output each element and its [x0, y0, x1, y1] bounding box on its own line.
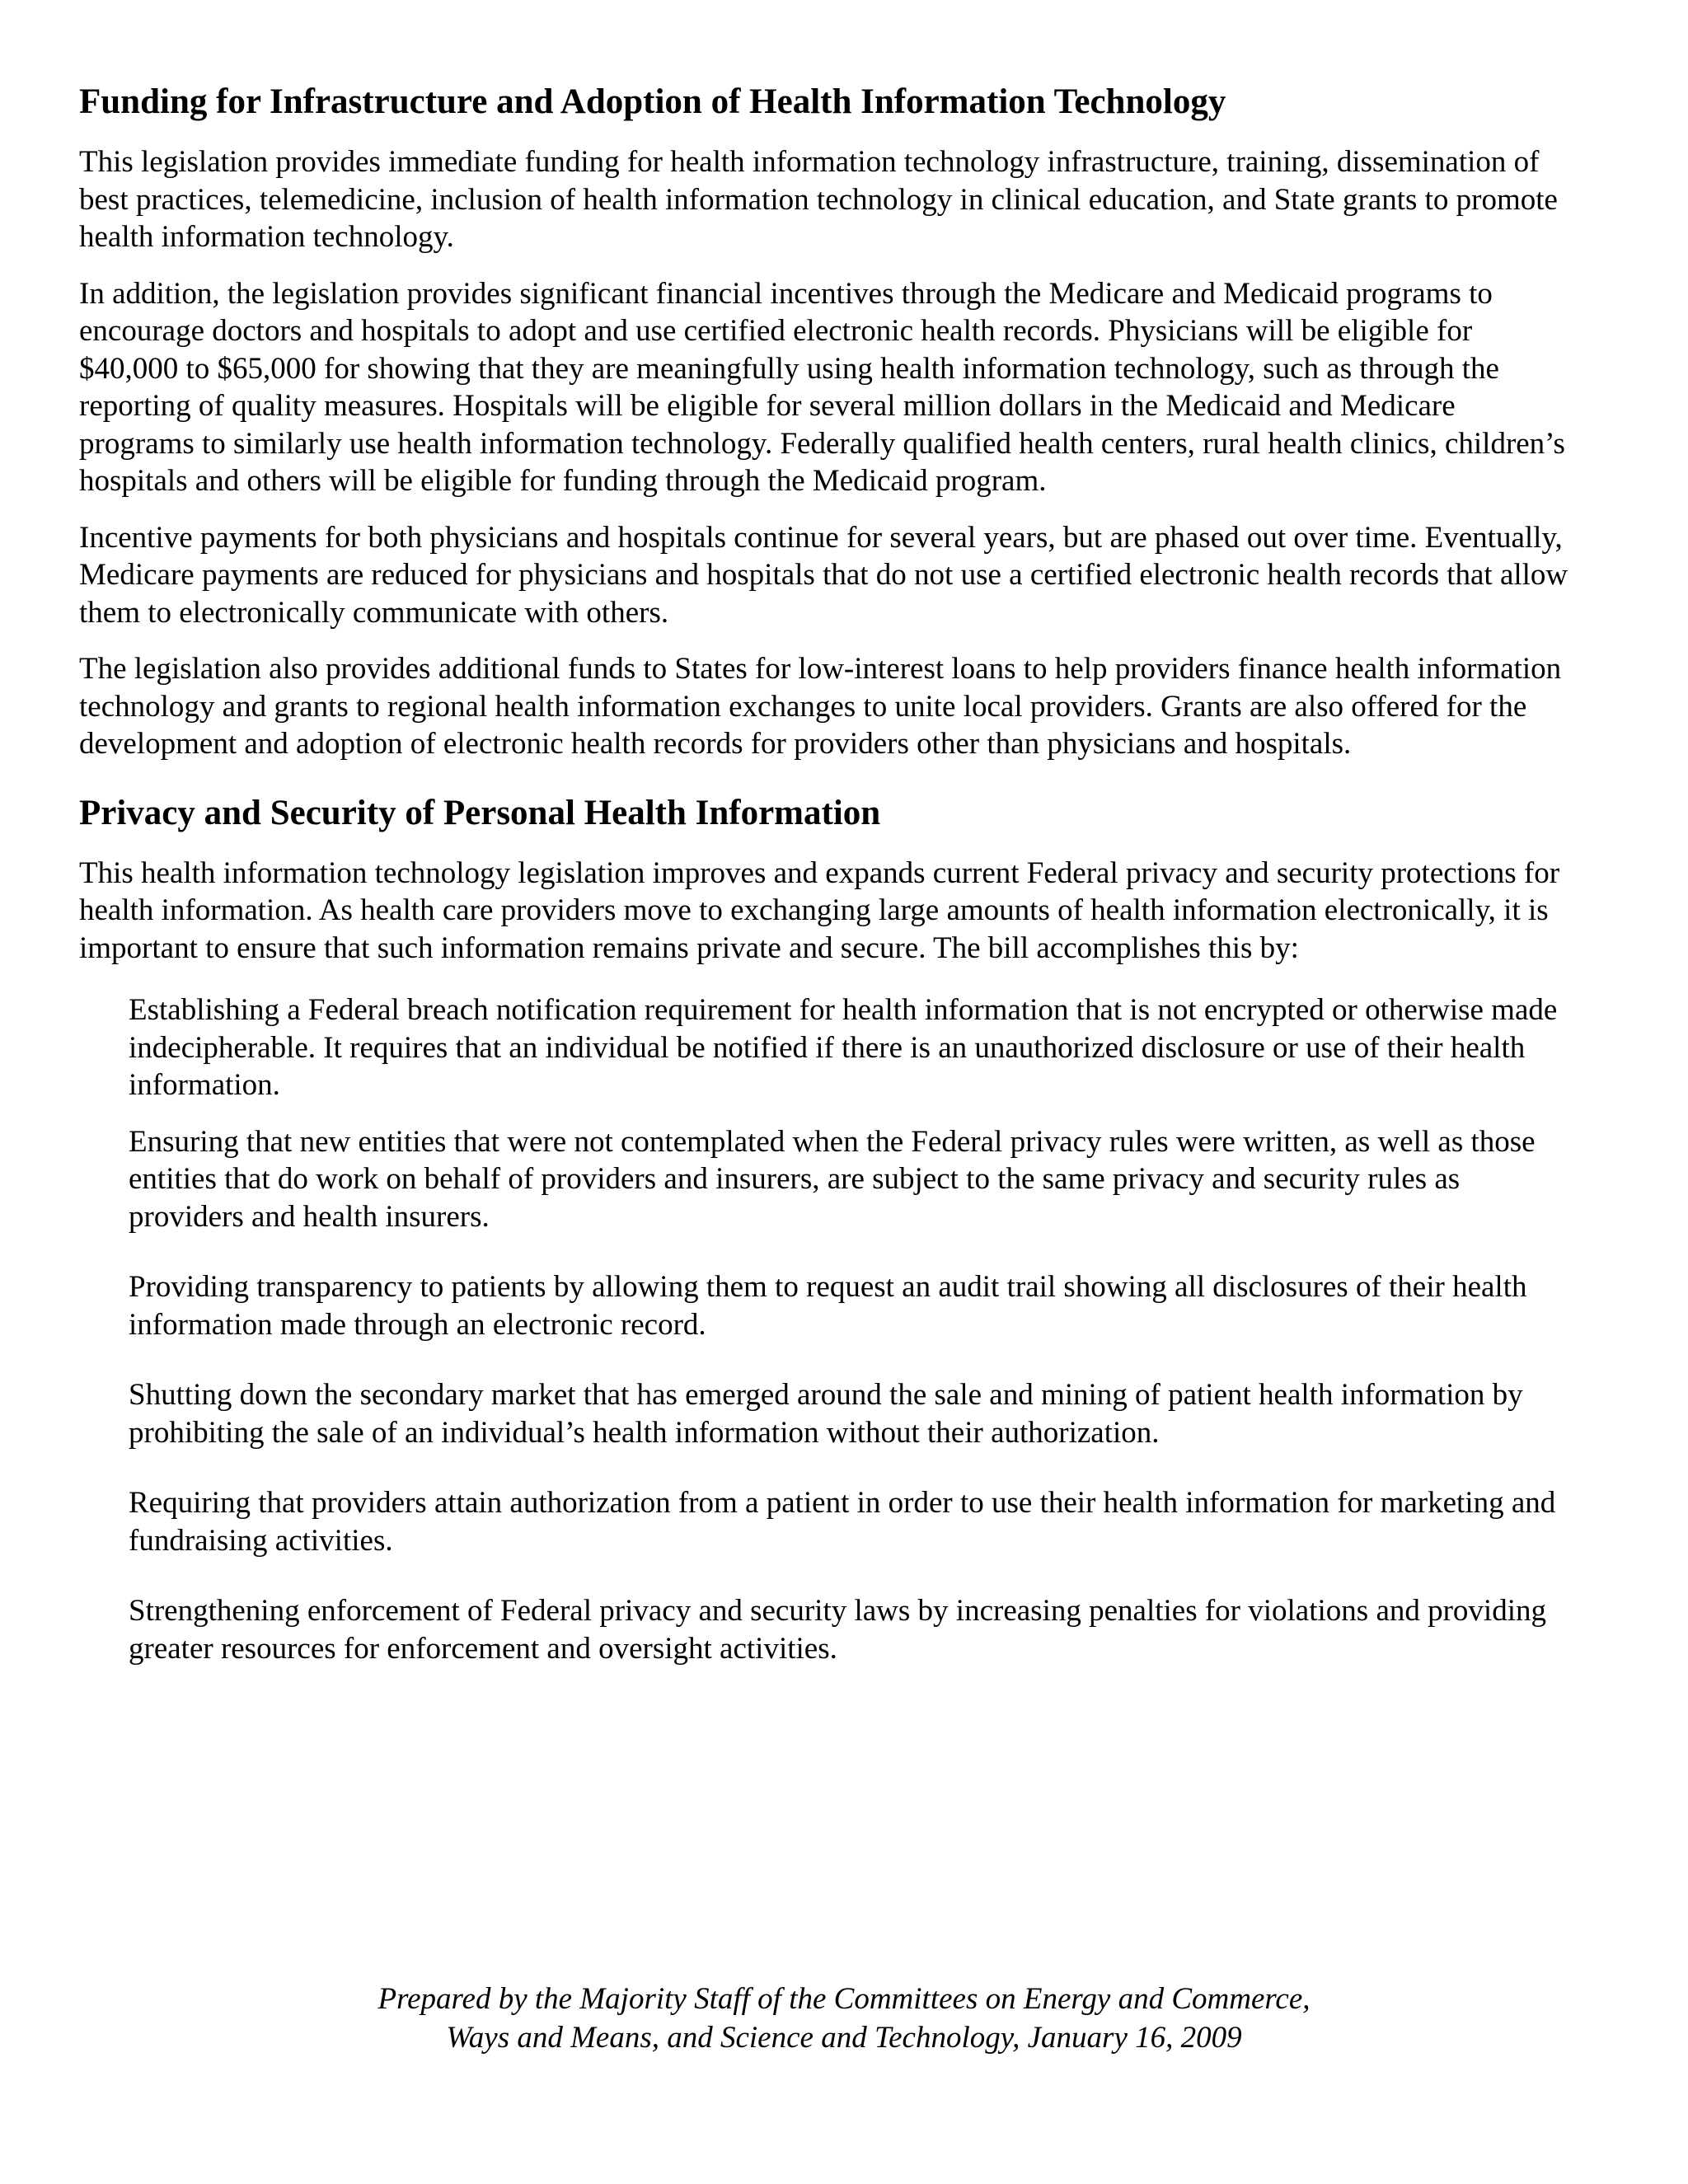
- list-item: Strengthening enforcement of Federal privacy and security laws by increasing penalties for violations and providing greater resources for enforcement and oversight activities.: [129, 1594, 1546, 1666]
- section-heading-privacy: Privacy and Security of Personal Health Information: [79, 793, 881, 832]
- footer-line: Ways and Means, and Science and Technology, January 16, 2009: [446, 2021, 1242, 2055]
- section-spacer: [79, 782, 1571, 790]
- list-item: Establishing a Federal breach notification requirement for health information that is not encrypted or otherwise made indecipherable. It requires that an individual be notified if there is an unauthorized disclosure or use of their health information.: [129, 993, 1558, 1102]
- paragraph: The legislation also provides additional funds to States for low-interest loans to help providers finance health information technology and grants to regional health information exchanges to unite local providers. Grants are also offered for the development and adoption of electronic health records for providers other than physicians and hospitals.: [79, 652, 1562, 761]
- paragraph: In addition, the legislation provides significant financial incentives through the Medicare and Medicaid programs to encourage doctors and hospitals to adopt and use certified electronic health records. Physicians will be eligible for $40,000 to $65,000 for showing that they are meaningfully using health information technology, such as through the reporting of quality measures. Hospitals will be eligible for several million dollars in the Medicaid and Medicare programs to similarly use health information technology. Federally qualified health centers, rural health clinics, children’s hospitals and others will be eligible for funding through the Medicaid program.: [79, 276, 1565, 498]
- section-heading-funding: Funding for Infrastructure and Adoption of Health Information Technology: [79, 82, 1226, 121]
- list-item: Shutting down the secondary market that has emerged around the sale and mining of patient health information by prohibiting the sale of an individual’s health information without their authorization.: [129, 1378, 1523, 1450]
- footer-line: Prepared by the Majority Staff of the Committees on Energy and Commerce,: [377, 1982, 1311, 2016]
- list-item: Providing transparency to patients by allowing them to request an audit trail showing all disclosures of their health information made through an electronic record.: [129, 1270, 1527, 1342]
- list-item: Requiring that providers attain authorization from a patient in order to use their health information for marketing and fundraising activities.: [129, 1486, 1556, 1558]
- list-item: Ensuring that new entities that were not contemplated when the Federal privacy rules were written, as well as those entities that do work on behalf of providers and insurers, are subject to the same privacy and security rules as providers and health insurers.: [129, 1124, 1536, 1234]
- paragraph: This health information technology legislation improves and expands current Federal privacy and security protections for health information. As health care providers move to exchanging large amounts of health information electronically, it is important to ensure that such information remains private and secure. The bill accomplishes this by:: [79, 855, 1560, 965]
- document-body: [79, 79, 1571, 1686]
- privacy-measures-list: [129, 991, 1571, 1667]
- paragraph: Incentive payments for both physicians and hospitals continue for several years, but are phased out over time. Eventually, Medicare payments are reduced for physicians and hospitals that do not use a certified electronic health records that allow them to electronically communicate with others.: [79, 520, 1568, 630]
- prepared-by-footer: [0, 1980, 1688, 2057]
- paragraph: This legislation provides immediate funding for health information technology infrastructure, training, dissemination of best practices, telemedicine, inclusion of health information technology in clinical education, and State grants to promote health information technology.: [79, 145, 1558, 254]
